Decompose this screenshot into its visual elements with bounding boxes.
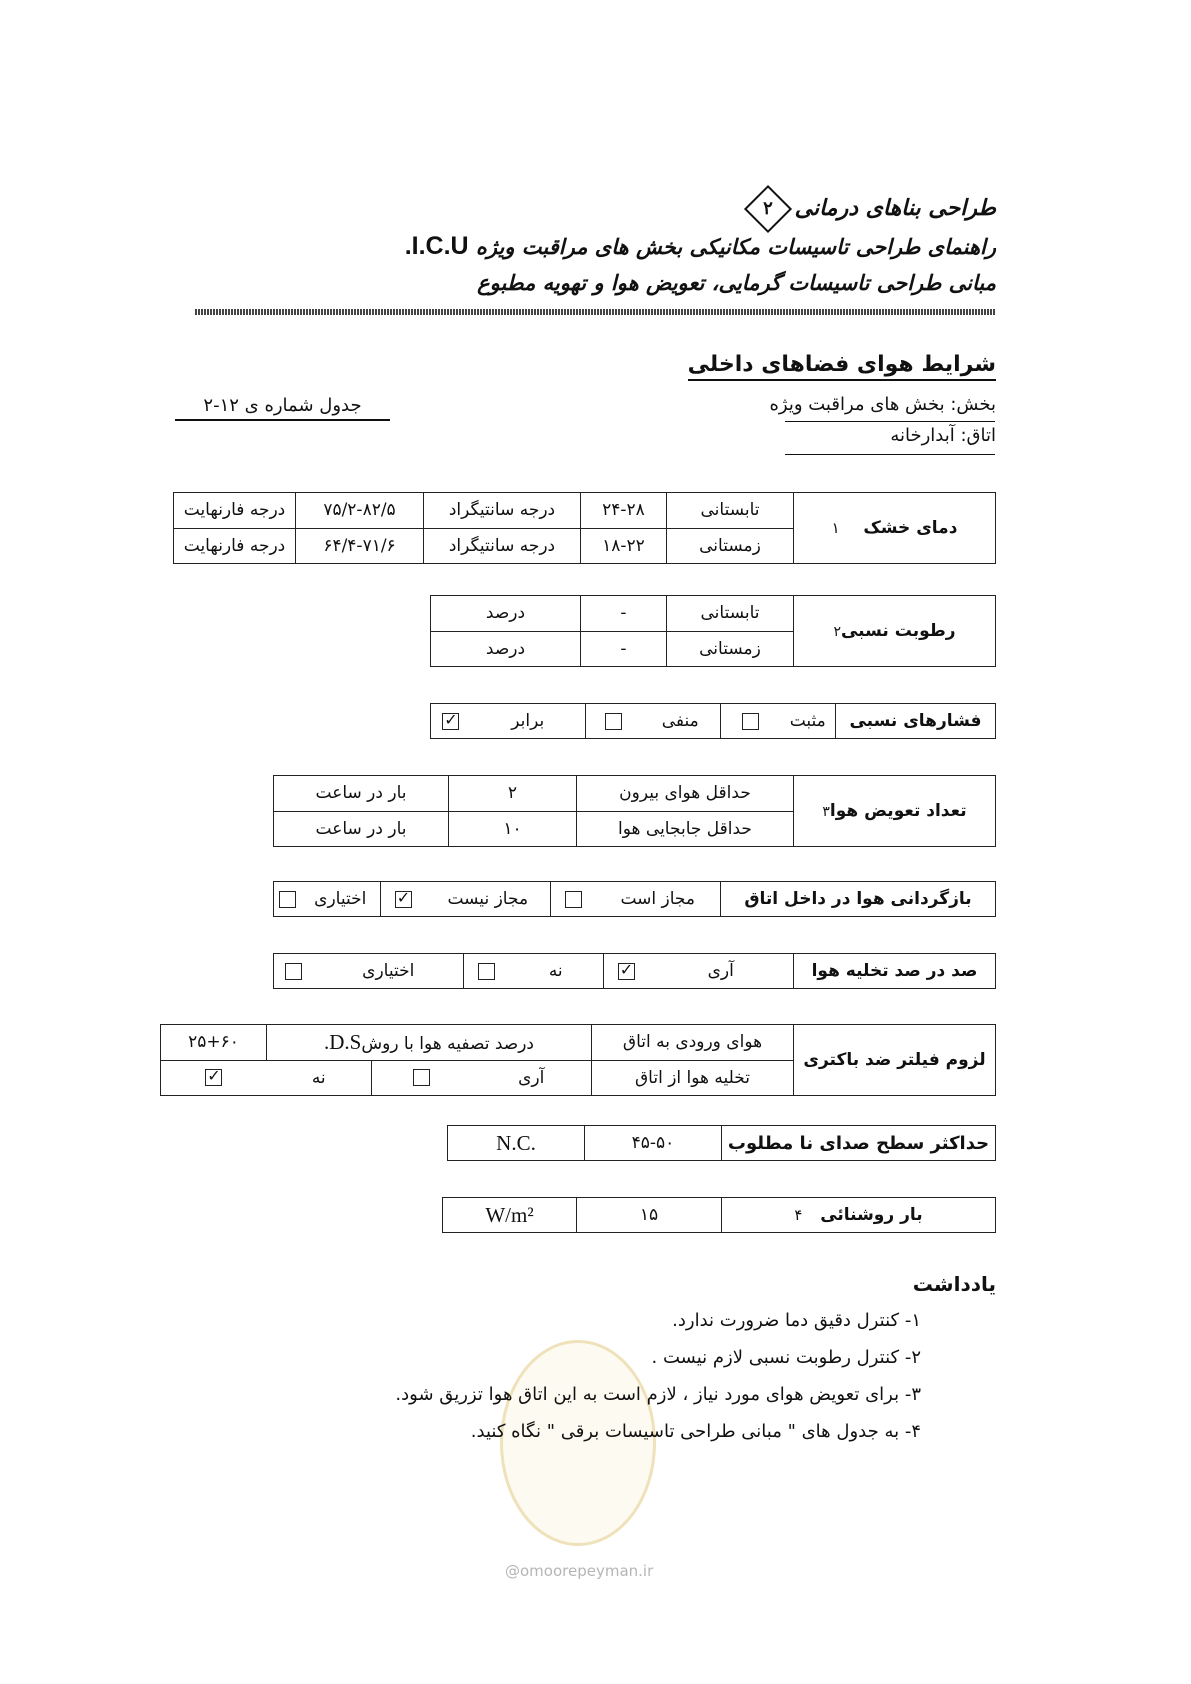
- exhaust-no-label: نه: [509, 954, 604, 989]
- note-4: ۴- به جدول های " مبانی طراحی تاسیسات برقی " نگاه کنید.: [470, 1421, 921, 1442]
- noise-value: ۴۵-۵۰: [585, 1126, 722, 1161]
- filter-yes-checkbox[interactable]: [372, 1060, 472, 1096]
- dry-temp-winter: زمستانی: [667, 528, 794, 564]
- humidity-summer-val: -: [581, 596, 667, 632]
- filter-inlet-label: هوای ورودی به اتاق: [592, 1025, 794, 1061]
- pressure-equal-label: برابر: [471, 704, 586, 739]
- room-underline: [785, 454, 995, 455]
- recirc-table: [273, 881, 996, 917]
- recirc-not-allowed-label: مجاز نیست: [426, 882, 551, 917]
- volume-badge: ۲: [744, 185, 792, 233]
- pressure-label: فشارهای نسبی: [836, 704, 996, 739]
- watermark-text: @omoorepeyman.ir: [505, 1562, 654, 1580]
- notes-title: یادداشت: [912, 1272, 996, 1296]
- lighting-value: ۱۵: [577, 1198, 722, 1233]
- lighting-table: [442, 1197, 996, 1233]
- filter-table: [160, 1024, 996, 1096]
- lighting-label: بار روشنائی ۴: [722, 1198, 996, 1233]
- header-title: طراحی بناهای درمانی: [794, 195, 996, 221]
- table-number: جدول شماره ی ۱۲-۲: [175, 395, 390, 421]
- noise-table: [447, 1125, 996, 1161]
- recirc-allowed-label: مجاز است: [596, 882, 721, 917]
- section-title: شرایط هوای فضاهای داخلی: [688, 352, 996, 381]
- humidity-unit: درصد: [431, 596, 581, 632]
- dry-temp-unit-f: درجه فارنهایت: [174, 493, 296, 529]
- pressure-positive-checkbox[interactable]: [721, 704, 781, 739]
- dry-temp-unit-c: درجه سانتیگراد: [424, 528, 581, 564]
- humidity-table: [430, 595, 996, 667]
- dry-temp-unit-c: درجه سانتیگراد: [424, 493, 581, 529]
- filter-label: لزوم فیلتر ضد باکتری: [794, 1025, 996, 1096]
- recirc-optional-checkbox[interactable]: [274, 882, 301, 917]
- pressure-negative-label: منفی: [641, 704, 721, 739]
- recirc-not-allowed-checkbox[interactable]: [381, 882, 426, 917]
- recirc-label: بازگردانی هوا در داخل اتاق: [721, 882, 996, 917]
- note-3: ۳- برای تعویض هوای مورد نیاز ، لازم است به این اتاق هوا تزریق شود.: [395, 1384, 921, 1405]
- humidity-winter: زمستانی: [667, 631, 794, 667]
- pressure-equal-checkbox[interactable]: [431, 704, 471, 739]
- exhaust-table: [273, 953, 996, 989]
- dry-temp-table: [173, 492, 996, 564]
- exhaust-yes-label: آری: [649, 954, 794, 989]
- filter-inlet-value: ۲۵+۶۰: [161, 1025, 267, 1061]
- exhaust-optional-checkbox[interactable]: [274, 954, 314, 989]
- dept-underline: [785, 421, 995, 422]
- air-change-unit: بار در ساعت: [274, 776, 449, 812]
- recirc-optional-label: اختیاری: [301, 882, 381, 917]
- header-subtitle: راهنمای طراحی تاسیسات مکانیکی بخش های مراقبت ویژه: [475, 234, 996, 259]
- filter-no-label: نه: [267, 1060, 372, 1096]
- dry-temp-winter-c: ۱۸-۲۲: [581, 528, 667, 564]
- exhaust-label: صد در صد تخلیه هوا: [794, 954, 996, 989]
- humidity-winter-val: -: [581, 631, 667, 667]
- exhaust-no-checkbox[interactable]: [464, 954, 509, 989]
- watermark-seal: [500, 1340, 656, 1546]
- dry-temp-summer-c: ۲۴-۲۸: [581, 493, 667, 529]
- air-change-label: تعداد تعویض هوا۳: [794, 776, 996, 847]
- header-line1: [741, 192, 996, 226]
- dept-line: بخش: بخش های مراقبت ویژه: [769, 394, 996, 415]
- pressure-positive-label: مثبت: [781, 704, 836, 739]
- header-line2: [405, 232, 996, 261]
- header-rule: [195, 309, 995, 315]
- dry-temp-winter-f: ۶۴/۴-۷۱/۶: [296, 528, 424, 564]
- noise-unit: N.C.: [448, 1126, 585, 1161]
- noise-label: حداکثر سطح صدای نا مطلوب: [722, 1126, 996, 1161]
- dry-temp-summer: تابستانی: [667, 493, 794, 529]
- dry-temp-unit-f: درجه فارنهایت: [174, 528, 296, 564]
- pressure-table: [430, 703, 996, 739]
- air-change-outdoor-value: ۲: [449, 776, 577, 812]
- filter-no-checkbox[interactable]: [161, 1060, 267, 1096]
- air-change-unit: بار در ساعت: [274, 811, 449, 847]
- humidity-summer: تابستانی: [667, 596, 794, 632]
- filter-exhaust-label: تخلیه هوا از اتاق: [592, 1060, 794, 1096]
- exhaust-optional-label: اختیاری: [314, 954, 464, 989]
- dry-temp-summer-f: ۷۵/۲-۸۲/۵: [296, 493, 424, 529]
- dry-temp-label: دمای خشک ۱: [794, 493, 996, 564]
- header-line3: مبانی طراحی تاسیسات گرمایی، تعویض هوا و تهویه مطبوع: [477, 270, 996, 295]
- humidity-unit: درصد: [431, 631, 581, 667]
- note-1: ۱- کنترل دقیق دما ضرورت ندارد.: [672, 1310, 921, 1331]
- humidity-label: رطوبت نسبی۲: [794, 596, 996, 667]
- filter-yes-label: آری: [472, 1060, 592, 1096]
- air-change-total-value: ۱۰: [449, 811, 577, 847]
- lighting-unit: W/m²: [443, 1198, 577, 1233]
- air-change-total-label: حداقل جابجایی هوا: [577, 811, 794, 847]
- filter-inlet-text: درصد تصفیه هوا با روشD.S.: [267, 1025, 592, 1061]
- pressure-negative-checkbox[interactable]: [586, 704, 641, 739]
- note-2: ۲- کنترل رطوبت نسبی لازم نیست .: [651, 1347, 921, 1368]
- exhaust-yes-checkbox[interactable]: [604, 954, 649, 989]
- room-line: اتاق: آبدارخانه: [890, 425, 996, 446]
- air-change-table: [273, 775, 996, 847]
- air-change-outdoor-label: حداقل هوای بیرون: [577, 776, 794, 812]
- header-icu: I.C.U.: [404, 232, 469, 260]
- recirc-allowed-checkbox[interactable]: [551, 882, 596, 917]
